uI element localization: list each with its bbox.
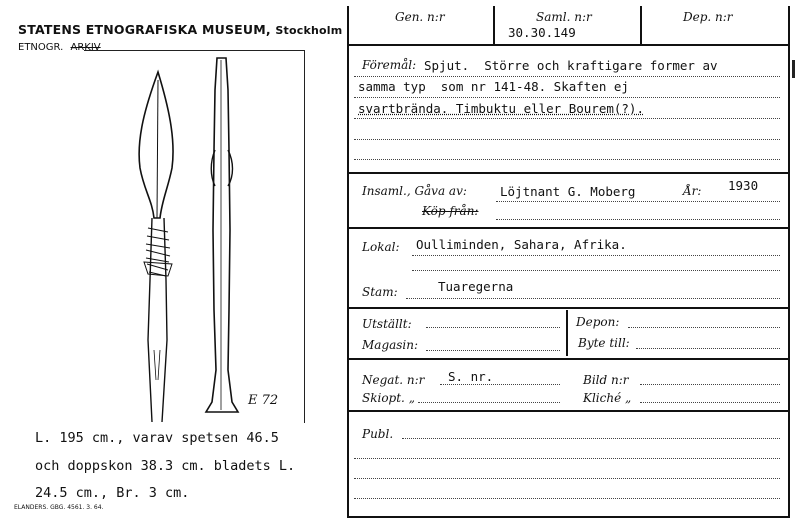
byte-label: Byte till:: [578, 336, 630, 350]
printer-mark: ELANDERS. GBG. 4561. 3. 64.: [14, 504, 104, 511]
edge-mark: [792, 60, 795, 78]
foremal-line-3: svartbrända. Timbuktu eller Bourem(?).: [358, 101, 644, 116]
foremal-bottom-rule: [347, 172, 790, 174]
publ-label: Publ.: [362, 427, 394, 441]
lokal-label: Lokal:: [362, 240, 400, 254]
insaml-value: Löjtnant G. Moberg: [500, 184, 636, 199]
stam-label: Stam:: [362, 285, 398, 299]
spear-midrib: [157, 80, 158, 218]
spear-binding: [146, 228, 170, 276]
insaml-bottom-rule: [347, 227, 790, 229]
foremal-label: Föremål:: [362, 58, 417, 72]
museum-title: [18, 22, 342, 37]
measurement-line-3: 24.5 cm., Br. 3 cm.: [35, 485, 190, 501]
dep-label: Dep. n:r: [683, 10, 733, 24]
measurement-line-1: L. 195 cm., varav spetsen 46.5: [35, 430, 279, 446]
header-divider-2: [640, 6, 642, 44]
lokal-value: Oulliminden, Sahara, Afrika.: [416, 237, 627, 252]
utstallt-label: Utställt:: [362, 317, 412, 331]
foremal-line-2: samma typ som nr 141-48. Skaften ej: [358, 79, 629, 94]
measurement-line-2: och doppskon 38.3 cm. bladets L.: [35, 458, 296, 474]
ar-label: År:: [683, 184, 702, 198]
kliche-label: Kliché „: [583, 391, 632, 405]
saml-value: 30.30.149: [508, 25, 576, 40]
form-right-border: [788, 6, 790, 518]
museum-city: Stockholm: [275, 24, 343, 37]
sketch-mark: E 72: [248, 393, 279, 408]
gen-label: Gen. n:r: [395, 10, 445, 24]
negat-value: S. nr.: [448, 369, 494, 384]
header-bottom-rule: [347, 44, 790, 46]
ar-value: 1930: [728, 178, 759, 193]
skiopt-label: Skiopt. „: [362, 391, 415, 405]
negat-bottom-rule: [347, 410, 790, 412]
spear-shaft: [148, 340, 167, 422]
foremal-line-1: Spjut. Större och kraftigare former av: [424, 58, 718, 73]
insaml-label: Insaml., Gåva av:: [362, 184, 467, 198]
form-bottom-rule: [347, 516, 790, 518]
museum-name: STATENS ETNOGRAFISKA MUSEUM,: [18, 22, 271, 37]
spear-butt: [206, 58, 238, 412]
stam-value: Tuaregerna: [438, 279, 514, 294]
storage-divider: [566, 310, 568, 356]
stam-bottom-rule: [347, 307, 790, 309]
storage-bottom-rule: [347, 358, 790, 360]
department-prefix: ETNOGR.: [18, 42, 64, 53]
magasin-label: Magasin:: [362, 338, 419, 352]
header-divider-1: [493, 6, 495, 44]
negat-label: Negat. n:r: [362, 373, 425, 387]
form-left-border: [347, 6, 349, 518]
department-struck: ARKIV: [70, 42, 101, 53]
bild-label: Bild n:r: [583, 373, 629, 387]
spear-sketch: [84, 50, 304, 430]
kop-label-struck: Köp från:: [422, 204, 479, 218]
depon-label: Depon:: [576, 315, 620, 329]
spear-blade: [139, 72, 173, 218]
saml-label: Saml. n:r: [536, 10, 592, 24]
